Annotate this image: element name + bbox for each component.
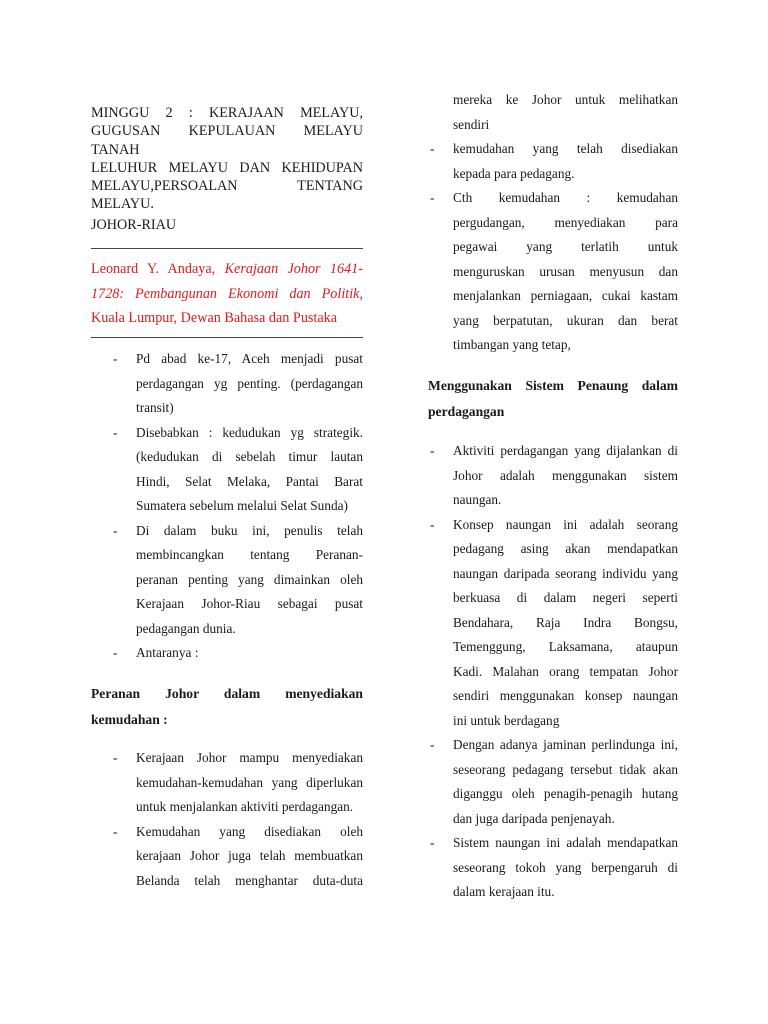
bullet-list bbox=[408, 439, 678, 905]
text-line: Johor adalah menggunakan sistem bbox=[453, 467, 678, 483]
bullet-dash: - bbox=[430, 516, 435, 532]
text-line: sendiri bbox=[453, 116, 490, 132]
text-line: perdagangan yg penting. (perdagangan bbox=[136, 375, 363, 391]
text-line: Dengan adanya jaminan perlindunga ini, bbox=[453, 737, 678, 752]
bullet-dash: - bbox=[113, 750, 118, 765]
text-line: kemudahan-kemudahan yang diperlukan bbox=[136, 774, 363, 790]
text-line: pedagang asing akan mendapatkan bbox=[453, 541, 678, 556]
title-line: GUGUSAN KEPULAUAN MELAYU TANAH bbox=[91, 123, 363, 158]
bullet-dash: - bbox=[430, 443, 435, 458]
text-line: timbangan yang tetap, bbox=[453, 337, 571, 352]
bullet-dash: - bbox=[430, 190, 435, 205]
text-line: Kemudahan yang disediakan oleh bbox=[136, 823, 363, 839]
text-line: Di dalam buku ini, penulis telah bbox=[136, 522, 363, 538]
text-line: peranan penting yang dimainkan oleh bbox=[136, 571, 363, 587]
bullet-dash: - bbox=[430, 835, 435, 850]
text-line: dalam kerajaan itu. bbox=[453, 884, 555, 899]
heading-line: Peranan Johor dalam menyediakan bbox=[91, 686, 363, 701]
text-line: pergudangan, menyediakan para bbox=[453, 214, 678, 230]
list-item bbox=[91, 820, 363, 894]
bullet-list bbox=[408, 137, 678, 358]
text-line: Cth kemudahan : kemudahan bbox=[453, 190, 678, 205]
text-line: membincangkan tentang Peranan- bbox=[136, 547, 363, 562]
heading-line: perdagangan bbox=[428, 404, 505, 419]
text-line: Sistem naungan ini adalah mendapatkan bbox=[453, 835, 678, 850]
bullet-list bbox=[91, 746, 363, 893]
text-line: berkuasa di dalam negeri seperti bbox=[453, 590, 678, 605]
text-line: Temenggung, Laksamana, ataupun bbox=[453, 639, 678, 654]
text-line: kepada para pedagang. bbox=[453, 165, 575, 181]
list-item bbox=[408, 186, 678, 358]
bullet-list bbox=[91, 347, 363, 666]
text-line: Antaranya : bbox=[136, 645, 199, 660]
reference-citation bbox=[91, 248, 363, 338]
bullet-dash: - bbox=[113, 351, 118, 366]
text-line: untuk menjalankan aktiviti perdagangan. bbox=[136, 799, 354, 814]
list-item bbox=[408, 137, 678, 186]
text-line: naungan. bbox=[453, 492, 502, 507]
bullet-dash: - bbox=[430, 141, 435, 156]
section-heading bbox=[91, 681, 363, 733]
text-line: naungan daripada seorang individu yang bbox=[453, 565, 678, 581]
text-line: kemudahan yang telah disediakan bbox=[453, 141, 678, 156]
bullet-dash: - bbox=[113, 424, 118, 440]
text-line: (kedudukan di sebelah timur lautan bbox=[136, 449, 363, 464]
text-line: Pd abad ke-17, Aceh menjadi pusat bbox=[136, 351, 363, 366]
text-line: Kadi. Malahan orang tempatan Johor bbox=[453, 663, 678, 679]
list-item bbox=[408, 513, 678, 734]
reference-publisher: Kuala Lumpur, Dewan Bahasa dan Pustaka bbox=[91, 310, 338, 326]
text-line: Disebabkan : kedudukan yg strategik. bbox=[136, 424, 363, 440]
reference-book-title: Kerajaan Johor 1641- bbox=[224, 261, 363, 277]
text-line: kerajaan Johor juga telah membuatkan bbox=[136, 848, 363, 863]
title-line: MELAYU,PERSOALAN TENTANG bbox=[91, 178, 363, 195]
text-line: dan juga daripada penjenayah. bbox=[453, 810, 615, 826]
title-line: MELAYU. bbox=[91, 196, 154, 213]
list-item bbox=[408, 733, 678, 831]
text-line: sendiri menggunakan konsep naungan bbox=[453, 688, 678, 703]
reference-line bbox=[91, 282, 363, 307]
title-line: LELUHUR MELAYU DAN KEHIDUPAN bbox=[91, 159, 363, 176]
text-line: Konsep naungan ini adalah seorang bbox=[453, 516, 678, 532]
text-line: Sumatera sebelum melalui Selat Sunda) bbox=[136, 498, 348, 513]
text-line: Kerajaan Johor mampu menyediakan bbox=[136, 750, 363, 765]
text-line: Bendahara, Raja Indra Bongsu, bbox=[453, 614, 678, 630]
text-line: Hindi, Selat Melaka, Pantai Barat bbox=[136, 473, 363, 489]
text-line: seseorang pedagang tersebut tidak akan bbox=[453, 761, 678, 777]
text-line: Belanda telah menghantar duta-duta bbox=[136, 872, 363, 888]
reference-book-title: 1728: Pembangunan Ekonomi dan Politik, bbox=[91, 285, 363, 302]
bullet-dash: - bbox=[113, 522, 118, 538]
text-line: Aktiviti perdagangan yang dijalankan di bbox=[453, 443, 678, 458]
bullet-dash: - bbox=[113, 823, 118, 839]
title-line: MINGGU 2 : KERAJAAN MELAYU, bbox=[91, 105, 363, 121]
text-line: ini untuk berdagang bbox=[453, 712, 560, 728]
list-item bbox=[91, 421, 363, 519]
section-heading bbox=[428, 373, 678, 425]
heading-line: Menggunakan Sistem Penaung dalam bbox=[428, 378, 678, 393]
text-line: mereka ke Johor untuk melihatkan bbox=[453, 92, 678, 107]
list-item bbox=[408, 831, 678, 905]
heading-line: kemudahan : bbox=[91, 712, 168, 727]
list-item bbox=[408, 439, 678, 513]
list-item bbox=[91, 746, 363, 820]
bullet-dash: - bbox=[430, 737, 435, 752]
bullet-dash: - bbox=[113, 645, 118, 660]
text-line: diganggu oleh penagih-penagih hutang bbox=[453, 786, 678, 801]
page-title bbox=[91, 104, 363, 214]
text-line: pedagangan dunia. bbox=[136, 620, 236, 636]
list-item bbox=[91, 519, 363, 642]
text-line: transit) bbox=[136, 400, 174, 415]
list-item bbox=[91, 641, 363, 666]
section-subtitle: JOHOR-RIAU bbox=[91, 217, 177, 233]
list-item bbox=[91, 347, 363, 421]
reference-line bbox=[91, 257, 363, 282]
continued-text bbox=[453, 88, 678, 137]
text-line: seseorang tokoh yang berpengaruh di bbox=[453, 859, 678, 875]
text-line: menjalankan perniagaan, cukai kastam bbox=[453, 288, 678, 303]
text-line: pegawai yang terlatih untuk bbox=[453, 239, 678, 254]
text-line: menguruskan urusan menyusun dan bbox=[453, 263, 678, 279]
text-line: yang berpatutan, ukuran dan berat bbox=[453, 312, 678, 328]
reference-author: Leonard Y. Andaya, bbox=[91, 261, 216, 277]
text-line: Kerajaan Johor-Riau sebagai pusat bbox=[136, 596, 363, 611]
